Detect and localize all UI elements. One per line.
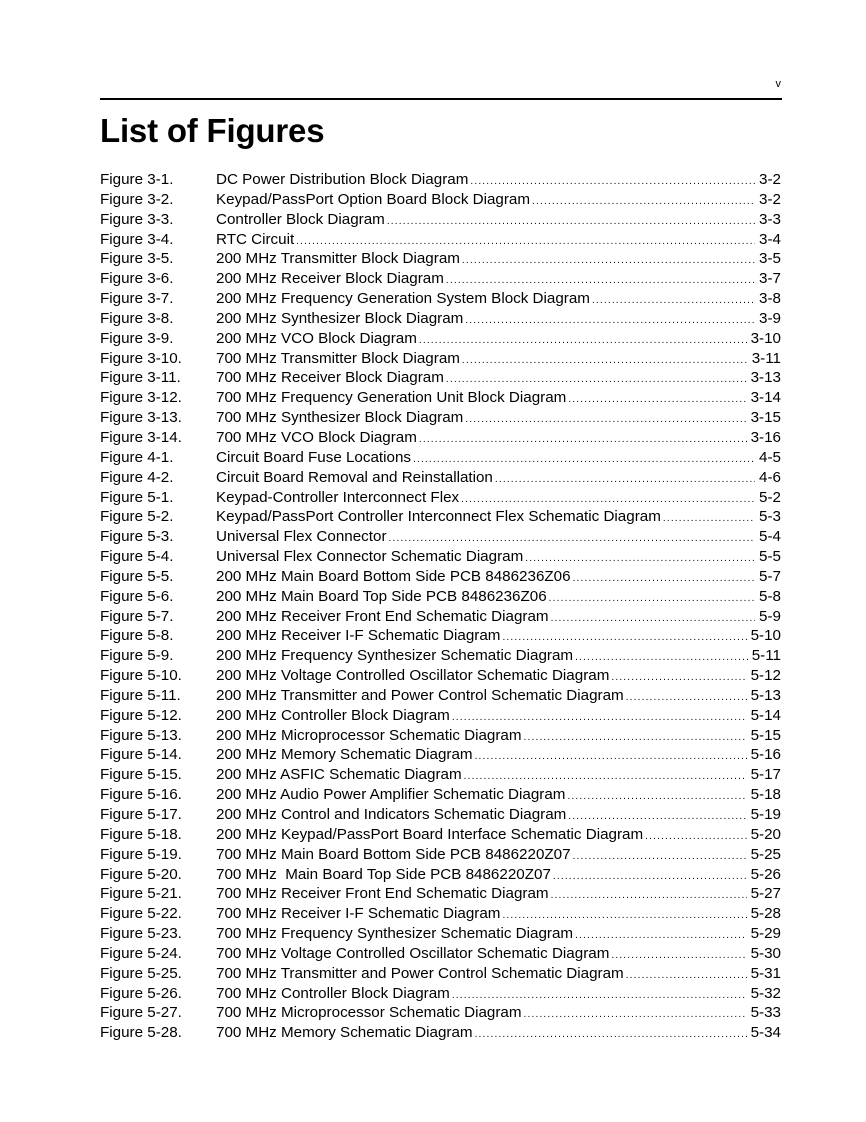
figure-label: Figure 5-4. (100, 548, 174, 566)
figure-title[interactable]: Controller Block Diagram (216, 210, 385, 228)
figure-page-number[interactable]: 4-6 (759, 468, 781, 486)
figure-page-number[interactable]: 3-3 (759, 210, 781, 228)
dot-leader (465, 410, 746, 430)
figure-label: Figure 5-6. (100, 587, 174, 605)
figure-label: Figure 5-9. (100, 647, 174, 665)
figure-title[interactable]: 700 MHz Main Board Top Side PCB 8486220Z07 (216, 865, 551, 883)
figure-title[interactable]: Circuit Board Fuse Locations (216, 448, 411, 466)
dot-leader (475, 1025, 747, 1045)
dot-leader (626, 688, 747, 708)
figure-page-number[interactable]: 5-29 (750, 925, 781, 943)
figure-page-number[interactable]: 5-25 (750, 845, 781, 863)
figure-entry[interactable] (100, 190, 781, 210)
figure-page-number[interactable]: 5-5 (759, 548, 781, 566)
figure-page-number[interactable]: 5-14 (750, 706, 781, 724)
header-rule (100, 98, 782, 100)
dot-leader (611, 946, 746, 966)
dot-leader (645, 827, 746, 847)
figure-label: Figure 5-19. (100, 845, 182, 863)
figure-label: Figure 5-17. (100, 806, 182, 823)
figure-label: Figure 3-13. (100, 409, 182, 427)
figure-title[interactable]: 200 MHz Memory Schematic Diagram (216, 746, 473, 764)
figure-entry[interactable] (100, 1023, 781, 1043)
figure-label: Figure 3-12. (100, 389, 182, 407)
page-title: List of Figures (100, 112, 325, 149)
dot-leader (553, 867, 747, 887)
figure-entry[interactable] (100, 666, 781, 686)
figure-entry[interactable] (100, 507, 781, 527)
dot-leader (568, 390, 746, 410)
figure-entry[interactable] (100, 765, 781, 785)
figure-title[interactable]: 200 MHz Main Board Top Side PCB 8486236Z06 (216, 587, 547, 605)
figure-entry[interactable] (100, 309, 781, 329)
figure-label: Figure 3-4. (100, 230, 174, 248)
page-number: v (775, 78, 781, 90)
figure-page-number[interactable]: 3-5 (759, 250, 781, 268)
figure-entry[interactable] (100, 884, 781, 904)
figure-label: Figure 3-2. (100, 190, 174, 208)
figure-title[interactable]: 200 MHz Receiver Block Diagram (216, 270, 444, 288)
figure-entry[interactable] (100, 587, 781, 607)
figure-page-number[interactable]: 3-2 (759, 190, 781, 208)
figure-page-number[interactable]: 5-20 (750, 825, 781, 843)
figure-page-number[interactable]: 3-11 (751, 349, 781, 367)
figure-entry[interactable] (100, 805, 781, 825)
figure-title[interactable]: 200 MHz Audio Power Amplifier Schematic Diagram (216, 786, 566, 804)
figure-label: Figure 5-16. (100, 786, 182, 804)
figure-entry[interactable] (100, 547, 781, 567)
dot-leader (551, 886, 747, 906)
figure-label: Figure 5-8. (100, 627, 174, 645)
figure-page-number[interactable]: 5-27 (750, 885, 781, 903)
figure-label: Figure 5-11. (100, 686, 181, 704)
figure-title[interactable]: 700 MHz Voltage Controlled Oscillator Schematic Diagram (216, 944, 610, 962)
figure-entry[interactable] (100, 825, 781, 845)
figure-label: Figure 3-10. (100, 349, 182, 367)
figure-page-number[interactable]: 5-31 (750, 964, 781, 982)
figure-entry[interactable] (100, 230, 781, 250)
figure-label: Figure 5-20. (100, 865, 182, 883)
dot-leader (387, 212, 755, 232)
figure-entry[interactable] (100, 646, 781, 666)
figure-title[interactable]: 200 MHz Keypad/PassPort Board Interface Schematic Diagram (216, 825, 644, 843)
figure-page-number[interactable]: 3-16 (750, 428, 781, 446)
figure-label: Figure 3-5. (100, 250, 174, 268)
figure-label: Figure 5-27. (100, 1004, 182, 1022)
figure-page-number[interactable]: 5-28 (750, 905, 781, 923)
figure-entry[interactable] (100, 210, 781, 230)
figure-label: Figure 3-3. (100, 210, 174, 228)
figure-title[interactable]: Universal Flex Connector (216, 528, 387, 546)
figure-entry[interactable] (100, 428, 781, 448)
dot-leader (462, 351, 748, 371)
figure-title[interactable]: 700 MHz Main Board Bottom Side PCB 8486220Z07 (216, 845, 571, 863)
figure-page-number[interactable]: 5-11 (751, 647, 781, 665)
figure-title[interactable]: 700 MHz Receiver I-F Schematic Diagram (216, 905, 501, 923)
figure-label: Figure 5-3. (100, 528, 174, 546)
figure-title[interactable]: 700 MHz Memory Schematic Diagram (216, 1024, 473, 1042)
figure-page-number[interactable]: 3-8 (759, 290, 781, 308)
figure-entry[interactable] (100, 349, 781, 369)
dot-leader (551, 609, 755, 629)
figure-title[interactable]: 700 MHz Synthesizer Block Diagram (216, 409, 464, 427)
figure-title[interactable]: 200 MHz Voltage Controlled Oscillator Schematic Diagram (216, 667, 610, 685)
figure-entry[interactable] (100, 964, 781, 984)
figure-entry[interactable] (100, 468, 781, 488)
figure-entry[interactable] (100, 567, 781, 587)
figure-label: Figure 5-23. (100, 925, 182, 943)
figure-entry[interactable] (100, 448, 781, 468)
figure-label: Figure 5-10. (100, 667, 182, 685)
figure-title[interactable]: Keypad-Controller Interconnect Flex (216, 488, 460, 506)
figure-page-number[interactable]: 5-10 (750, 627, 781, 645)
figure-entry[interactable] (100, 488, 781, 508)
figure-title[interactable]: 200 MHz Frequency Synthesizer Schematic Diagram (216, 647, 574, 665)
figure-title[interactable]: 200 MHz ASFIC Schematic Diagram (216, 766, 462, 784)
figure-label: Figure 3-1. (100, 171, 174, 188)
figure-label: Figure 5-13. (100, 726, 182, 744)
figure-label: Figure 5-7. (100, 607, 174, 625)
figure-entry[interactable] (100, 626, 781, 646)
figure-page-number[interactable]: 5-2 (759, 488, 781, 506)
figure-page-number[interactable]: 5-3 (759, 508, 781, 526)
figure-page-number[interactable]: 5-9 (759, 607, 781, 625)
figure-entry[interactable] (100, 408, 781, 428)
figure-label: Figure 5-2. (100, 508, 174, 526)
figure-title[interactable]: 200 MHz Frequency Generation System Block Diagram (216, 290, 590, 308)
figure-entry[interactable] (100, 924, 781, 944)
dot-leader (524, 1005, 747, 1025)
figure-title[interactable]: 700 MHz Transmitter Block Diagram (216, 349, 460, 367)
figure-page-number[interactable]: 3-14 (750, 389, 781, 407)
figure-entry[interactable] (100, 527, 781, 547)
dot-leader (663, 509, 755, 529)
dot-leader (626, 966, 747, 986)
figure-label: Figure 5-21. (100, 885, 182, 903)
figure-entry[interactable] (100, 1003, 781, 1023)
figure-entry[interactable] (100, 706, 781, 726)
figure-page-number[interactable]: 5-33 (750, 1004, 781, 1022)
figure-list (100, 170, 781, 1043)
figure-title[interactable]: Keypad/PassPort Option Board Block Diagram (216, 190, 531, 208)
figure-label: Figure 5-22. (100, 905, 182, 923)
figure-label: Figure 4-2. (100, 468, 174, 486)
figure-label: Figure 5-18. (100, 825, 182, 843)
figure-page-number[interactable]: 3-4 (759, 230, 781, 248)
figure-label: Figure 3-9. (100, 329, 174, 347)
figure-title[interactable]: Keypad/PassPort Controller Interconnect Flex Schematic Diagram (216, 508, 661, 526)
figure-title[interactable]: 700 MHz Frequency Generation Unit Block Diagram (216, 389, 567, 407)
figure-page-number[interactable]: 5-13 (750, 686, 781, 704)
figure-entry[interactable] (100, 686, 781, 706)
figure-entry[interactable] (100, 745, 781, 765)
dot-leader (573, 569, 755, 589)
figure-page-number[interactable]: 5-30 (750, 944, 781, 962)
figure-page-number[interactable]: 5-7 (759, 567, 781, 585)
figure-label: Figure 5-15. (100, 766, 182, 784)
figure-entry[interactable] (100, 944, 781, 964)
dot-leader (611, 668, 746, 688)
figure-page-number[interactable]: 5-4 (759, 528, 781, 546)
figure-page-number[interactable]: 4-5 (759, 448, 781, 466)
figure-page-number[interactable]: 3-7 (759, 270, 781, 288)
figure-title[interactable]: 700 MHz Receiver Block Diagram (216, 369, 444, 387)
figure-entry[interactable] (100, 289, 781, 309)
figure-entry[interactable] (100, 388, 781, 408)
figure-page-number[interactable]: 3-2 (759, 171, 781, 188)
figure-entry[interactable] (100, 269, 781, 289)
dot-leader (567, 787, 746, 807)
figure-page-number[interactable]: 3-13 (750, 369, 781, 387)
figure-title[interactable]: 200 MHz Controller Block Diagram (216, 706, 450, 724)
figure-title[interactable]: 700 MHz Transmitter and Power Control Schematic Diagram (216, 964, 624, 982)
figure-label: Figure 5-24. (100, 944, 182, 962)
figure-page-number[interactable]: 5-34 (750, 1024, 781, 1042)
figure-page-number[interactable]: 5-32 (750, 984, 781, 1002)
figure-title[interactable]: 700 MHz Controller Block Diagram (216, 984, 450, 1002)
dot-leader (419, 331, 747, 351)
figure-entry[interactable] (100, 984, 781, 1004)
figure-title[interactable]: 200 MHz VCO Block Diagram (216, 329, 417, 347)
dot-leader (532, 192, 755, 212)
figure-page-number[interactable]: 5-16 (750, 746, 781, 764)
figure-title[interactable]: 200 MHz Transmitter Block Diagram (216, 250, 460, 268)
figure-label: Figure 3-11. (100, 369, 181, 387)
dot-leader (495, 470, 755, 490)
figure-label: Figure 5-26. (100, 984, 182, 1002)
dot-leader (419, 430, 747, 450)
figure-label: Figure 5-12. (100, 706, 182, 724)
figure-page-number[interactable]: 3-9 (759, 309, 781, 327)
figure-page-number[interactable]: 5-12 (750, 667, 781, 685)
figure-title[interactable]: 200 MHz Transmitter and Power Control Schematic Diagram (216, 686, 624, 704)
figure-entry[interactable] (100, 329, 781, 349)
figure-page-number[interactable]: 5-8 (759, 587, 781, 605)
figure-entry[interactable] (100, 904, 781, 924)
figure-page-number[interactable]: 5-19 (750, 806, 781, 823)
dot-leader (549, 589, 755, 609)
figure-title[interactable]: 200 MHz Synthesizer Block Diagram (216, 309, 464, 327)
figure-entry[interactable] (100, 170, 781, 190)
dot-leader (524, 728, 747, 748)
figure-page-number[interactable]: 3-10 (750, 329, 781, 347)
dot-leader (462, 251, 755, 271)
figure-entry[interactable] (100, 607, 781, 627)
figure-label: Figure 3-7. (100, 290, 174, 308)
figure-label: Figure 5-25. (100, 964, 182, 982)
figure-title[interactable]: Circuit Board Removal and Reinstallation (216, 468, 493, 486)
figure-page-number[interactable]: 3-15 (750, 409, 781, 427)
figure-label: Figure 3-14. (100, 428, 182, 446)
figure-entry[interactable] (100, 845, 781, 865)
figure-entry[interactable] (100, 249, 781, 269)
figure-entry[interactable] (100, 785, 781, 805)
figure-title[interactable]: DC Power Distribution Block Diagram (216, 171, 469, 188)
figure-title[interactable]: 200 MHz Control and Indicators Schematic Diagram (216, 806, 567, 823)
figure-label: Figure 3-6. (100, 270, 174, 288)
figure-label: Figure 3-8. (100, 309, 174, 327)
dot-leader (475, 747, 747, 767)
figure-entry[interactable] (100, 726, 781, 746)
figure-page-number[interactable]: 5-26 (750, 865, 781, 883)
figure-label: Figure 5-14. (100, 746, 182, 764)
figure-title[interactable]: Universal Flex Connector Schematic Diagram (216, 548, 524, 566)
figure-title[interactable]: 200 MHz Receiver Front End Schematic Diagram (216, 607, 549, 625)
figure-entry[interactable] (100, 865, 781, 885)
figure-title[interactable]: 200 MHz Main Board Bottom Side PCB 8486236Z06 (216, 567, 571, 585)
dot-leader (465, 311, 755, 331)
figure-title[interactable]: 200 MHz Microprocessor Schematic Diagram (216, 726, 522, 744)
figure-title[interactable]: 700 MHz Frequency Synthesizer Schematic Diagram (216, 925, 574, 943)
figure-title[interactable]: 200 MHz Receiver I-F Schematic Diagram (216, 627, 501, 645)
figure-title[interactable]: 700 MHz VCO Block Diagram (216, 428, 417, 446)
dot-leader (573, 847, 747, 867)
figure-title[interactable]: 700 MHz Microprocessor Schematic Diagram (216, 1004, 522, 1022)
figure-label: Figure 5-1. (100, 488, 174, 506)
figure-page-number[interactable]: 5-18 (750, 786, 781, 804)
figure-label: Figure 5-28. (100, 1024, 182, 1042)
dot-leader (592, 291, 755, 311)
figure-title[interactable]: RTC Circuit (216, 230, 295, 248)
figure-label: Figure 5-5. (100, 567, 174, 585)
figure-title[interactable]: 700 MHz Receiver Front End Schematic Diagram (216, 885, 549, 903)
figure-entry[interactable] (100, 368, 781, 388)
figure-page-number[interactable]: 5-17 (750, 766, 781, 784)
figure-label: Figure 4-1. (100, 448, 174, 466)
figure-page-number[interactable]: 5-15 (750, 726, 781, 744)
